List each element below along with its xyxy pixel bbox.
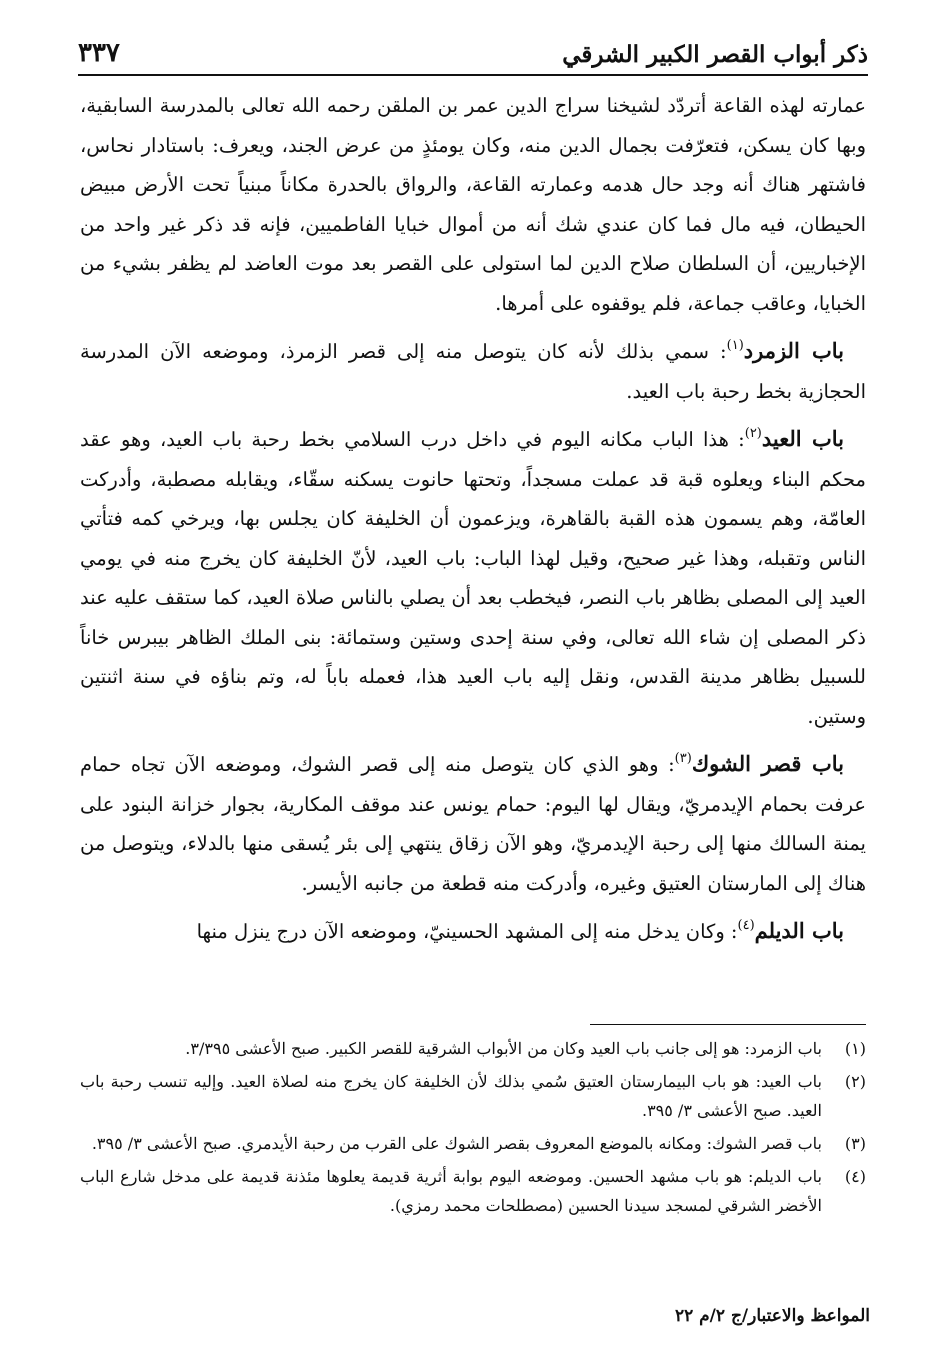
entry-text: : هذا الباب مكانه اليوم في داخل درب السلامي بخط رحبة باب العيد، وهو عقد محكم البناء ويعلوه قبة قد عملت مسجداً، وتحتها حانوت يسكنه سقّاء، ويقابله مصطبة، وأدركت العامّة، وهم يسمون هذه القبة بالقاهرة، ويزعمون أن الخليفة كان يجلس بها، ويرخي كمه فتأتي الناس وتقبله، وهذا غير صحيح، وقيل لهذا الباب: باب العيد، لأنّ الخليفة كان يخرج منه في يومي العيد إلى المصلى بظاهر باب النصر، فيخطب بعد أن يصلي بالناس صلاة العيد، كما ستقف عليه عند ذكر المصلى إن شاء الله تعالى، وفي سنة إحدى وستين وستمائة: بنى الملك الظاهر بيبرس خاناً للسبيل بظاهر مدينة القدس، ونقل إليه باب العيد هذا، فعمله باباً له، وتم بناؤه في سنة اثنتين وستين.	[80, 428, 866, 728]
footnote	[80, 1129, 866, 1158]
footnote-number: (٣)	[844, 1134, 866, 1153]
footnote-ref: (٤)	[737, 918, 755, 933]
footnotes	[80, 1034, 866, 1224]
entry-bab-al-zumurrud	[80, 331, 866, 411]
entry-heading: باب العيد	[761, 426, 844, 451]
entry-bab-al-eid	[80, 419, 866, 736]
footnote-ref: (١)	[726, 338, 744, 353]
footnote-text: باب العيد: هو باب البيمارستان العتيق سُمي بذلك لأن الخليفة كان يخرج منه لصلاة العيد. وإليه تنسب رحبة باب العيد. صبح الأعشى ٣/ ٣٩٥.	[80, 1072, 822, 1120]
footnote	[80, 1067, 866, 1125]
footnote-text: باب الزمرد: هو إلى جانب باب العيد وكان من الأبواب الشرقية للقصر الكبير. صبح الأعشى ٣/٣٩٥.	[185, 1039, 822, 1058]
footnote-number: (١)	[844, 1039, 866, 1058]
entry-heading: باب قصر الشوك	[691, 751, 844, 776]
footnote-ref: (٢)	[744, 426, 762, 441]
footnote-number: (٢)	[844, 1072, 866, 1091]
header-rule	[78, 74, 868, 76]
entry-text: : وكان يدخل منه إلى المشهد الحسينيّ، وموضعه الآن درج ينزل منها	[196, 920, 738, 943]
signature-mark: المواعظ والاعتبار/ج ٢/م ٢٢	[674, 1306, 870, 1326]
entry-text: : وهو الذي كان يتوصل منه إلى قصر الشوك، وموضعه الآن تجاه حمام عرفت بحمام الإيدمريّ، ويقال لها اليوم: حمام يونس عند موقف المكارية، بجوار خزانة البنود على يمنة السالك منها إلى رحبة الإيدمريّ، وهو الآن زقاق ينتهي إلى بئر يُسقى منها بالدلاء، ويتوصل من هناك إلى المارستان العتيق وغيره، وأدركت منه قطعة من جانبه الأيسر.	[80, 753, 866, 895]
entry-bab-al-daylam	[80, 911, 866, 952]
footnote-text: باب الديلم: هو باب مشهد الحسين. وموضعه اليوم بوابة أثرية قديمة يعلوها مئذنة قديمة على مدخل شارع الباب الأخضر الشرقي لمسجد سيدنا الحسين (مصطلحات محمد رمزي).	[80, 1167, 822, 1215]
footnote-number: (٤)	[844, 1167, 866, 1186]
footnote	[80, 1034, 866, 1063]
footnote-ref: (٣)	[674, 751, 692, 766]
footnote-text: باب قصر الشوك: ومكانه بالموضع المعروف بقصر الشوك على القرب من رحبة الأيدمري. صبح الأعشى ٣/ ٣٩٥.	[91, 1134, 822, 1153]
running-title: ذكر أبواب القصر الكبير الشرقي	[562, 41, 868, 68]
entry-heading: باب الديلم	[754, 918, 844, 943]
paragraph-continuation: عمارته لهذه القاعة أتردّد لشيخنا سراج الدين عمر بن الملقن رحمه الله تعالى بالمدرسة السابقية، وبها كان يسكن، فتعرّفت بجمال الدين منه، وكان يومئذٍ من عرض الجند، ويعرف: باستادار نحاس، فاشتهر هناك أنه وجد حال هدمه وعمارته القاعة، والرواق بالحدرة مكاناً مبنياً تحت الأرض مبيض الحيطان، فيه مال فما كان عندي شك أنه من أموال خبايا الفاطميين، فإنه قد ذكر غير واحد من الإخباريين، أن السلطان صلاح الدين لما استولى على القصر بعد موت العاضد لم يظفر بشيء من الخبايا، وعاقب جماعة، فلم يوقفوه على أمرها.	[80, 94, 866, 315]
footnote-separator	[590, 1024, 866, 1025]
entry-heading: باب الزمرد	[743, 338, 844, 363]
footnote	[80, 1162, 866, 1220]
page-number: ٣٣٧	[78, 38, 120, 68]
entry-bab-qasr-al-shawk	[80, 744, 866, 903]
entry-text: : سمي بذلك لأنه كان يتوصل منه إلى قصر الزمرذ، وموضعه الآن المدرسة الحجازية بخط رحبة باب العيد.	[80, 340, 866, 403]
page-header	[78, 28, 868, 68]
main-text	[80, 86, 866, 960]
